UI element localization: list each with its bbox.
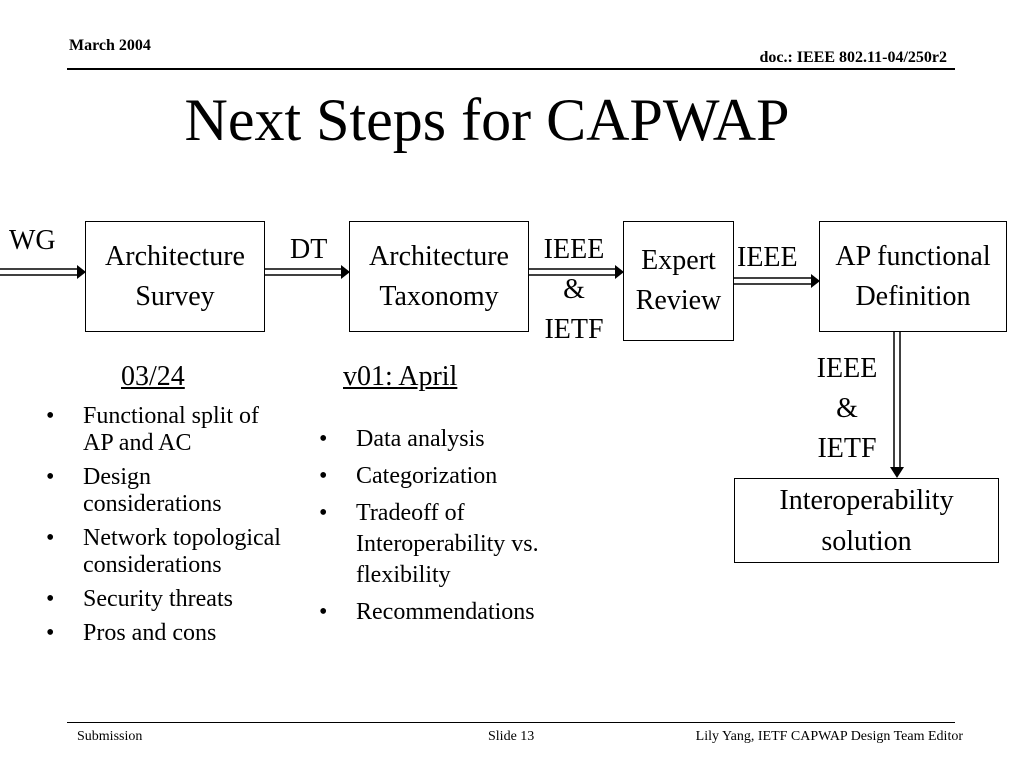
doc-prefix: doc.: [759,49,793,66]
footer-slide-number: Slide 13 [488,729,535,744]
survey-date: 03/24 [121,361,185,392]
footer-divider [67,722,955,723]
label-ieee: IEEE [737,242,798,273]
list-item: • Data analysis [317,424,587,455]
list-item: • Functional split of AP and AC [44,403,284,457]
taxonomy-version-date: v01: April [343,361,458,392]
doc-number: IEEE 802.11-04/250r2 [796,49,947,66]
interoperability-solution-box: Interoperability solution [734,478,999,563]
label-dt: DT [290,234,328,265]
list-item: • Network topological considerations [44,525,284,579]
label-ieee-ietf-1: IEEE & IETF [543,234,605,345]
footer-submission: Submission [77,729,143,744]
survey-bullet-list [44,403,284,654]
expert-review-box: Expert Review [623,221,734,341]
ap-functional-definition-box: AP functional Definition [819,221,1007,332]
footer-author: Lily Yang, IETF CAPWAP Design Team Editor [695,729,963,744]
list-item: • Categorization [317,461,587,492]
list-item: • Design considerations [44,464,284,518]
arrowhead-down [890,467,904,478]
label-wg: WG [9,225,56,256]
architecture-survey-box: Architecture Survey [85,221,265,332]
list-item: • Tradeoff of Interoperability vs. flexibility [317,498,587,591]
header-date: March 2004 [69,37,151,54]
list-item: • Pros and cons [44,620,284,647]
list-item: • Security threats [44,586,284,613]
architecture-taxonomy-box: Architecture Taxonomy [349,221,529,332]
label-ieee-ietf-2: IEEE & IETF [816,353,878,464]
taxonomy-bullet-list [317,424,587,634]
slide-title: Next Steps for CAPWAP [184,87,790,153]
list-item: • Recommendations [317,597,587,628]
